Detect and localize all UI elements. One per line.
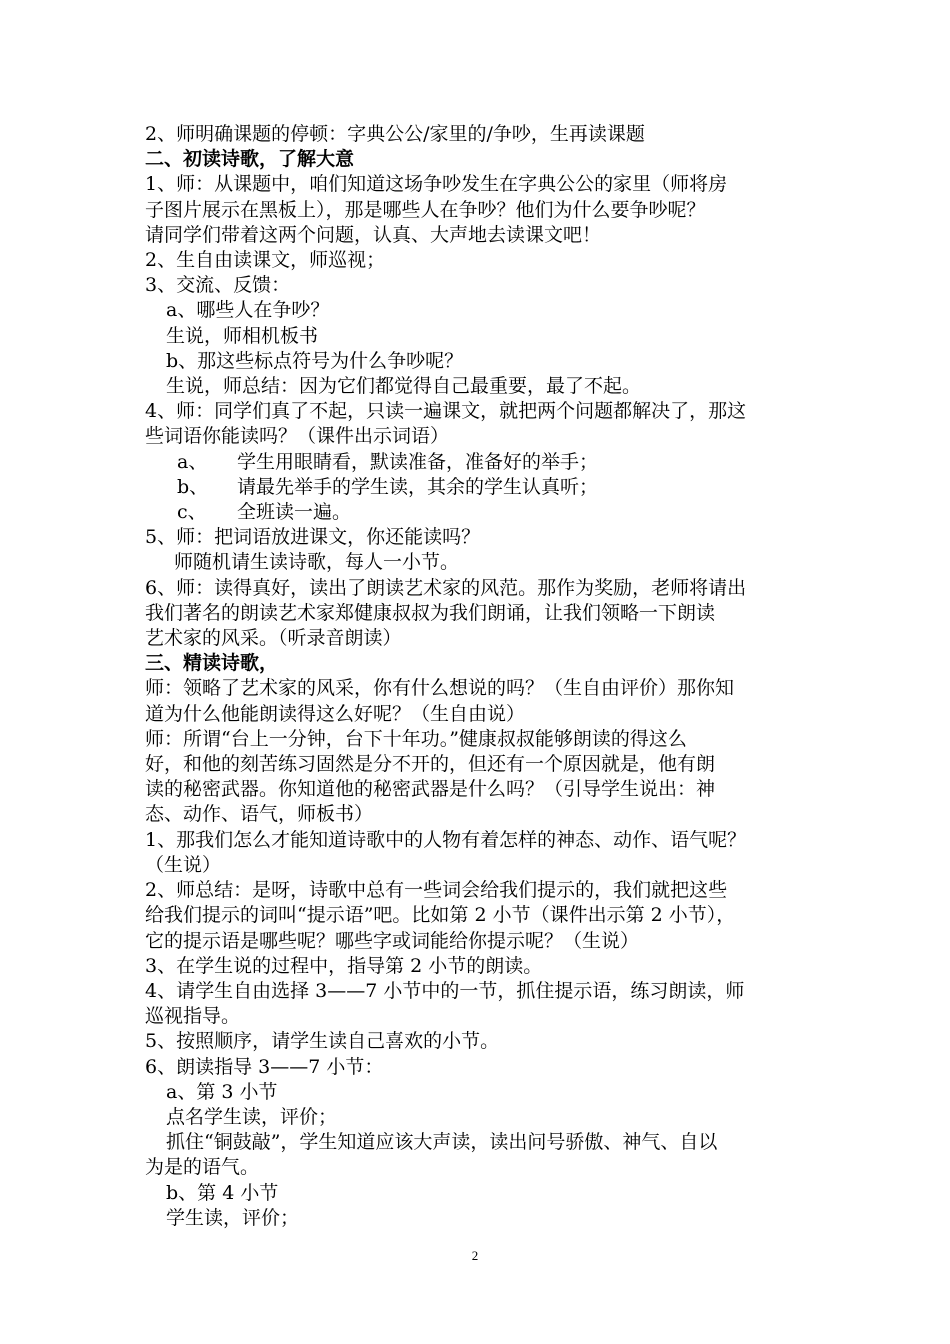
section-heading: 二、初读诗歌，了解大意 [145,148,355,171]
text-line: 给我们提示的词叫“提示语”吧。比如第 2 小节（课件出示第 2 小节）， [145,904,736,927]
text-line: 3、在学生说的过程中，指导第 2 小节的朗读。 [145,954,543,977]
list-item-text: 全班读一遍。 [237,501,352,524]
text-line: 5、按照顺序，请学生读自己喜欢的小节。 [145,1030,500,1053]
text-line: 师随机请生读诗歌，每人一小节。 [174,551,460,574]
list-item [145,475,820,500]
list-marker: b、 [177,475,209,498]
text-line: 6、师：读得真好，读出了朗读艺术家的风范。那作为奖励，老师将请出 [145,576,747,599]
text-line: 点名学生读，评价； [166,1105,338,1128]
list-item-text: 学生用眼睛看，默读准备，准备好的举手； [237,450,599,473]
text-line: 我们著名的朗读艺术家郑健康叔叔为我们朗诵，让我们领略一下朗读 [145,601,716,624]
text-line: （生说） [145,853,222,876]
text-line: 1、师：从课题中，咱们知道这场争吵发生在字典公公的家里（师将房 [145,173,728,196]
text-line: 5、师：把词语放进课文，你还能读吗？ [145,526,481,549]
list-marker: a、 [177,450,208,473]
text-line: 抓住“铜鼓敲”，学生知道应该大声读，读出问号骄傲、神气、自以 [166,1131,718,1154]
text-line: 师：领略了艺术家的风采，你有什么想说的吗？（生自由评价）那你知 [145,677,735,700]
text-line: 2、师总结：是呀，诗歌中总有一些词会给我们提示的，我们就把这些 [145,879,728,902]
text-line: a、哪些人在争吵？ [166,299,330,322]
text-line: 生说，师相机板书 [166,324,319,347]
text-line: b、第 4 小节 [166,1181,279,1204]
text-line: 4、请学生自由选择 3——7 小节中的一节，抓住提示语，练习朗读，师 [145,979,745,1002]
text-line: 些词语你能读吗？（课件出示词语） [145,425,450,448]
text-line: 它的提示语是哪些呢？哪些字或词能给你提示呢？（生说） [145,929,640,952]
text-line: 1、那我们怎么才能知道诗歌中的人物有着怎样的神态、动作、语气呢？ [145,828,747,851]
text-line: 道为什么他能朗读得这么好呢？（生自由说） [145,702,526,725]
list-item [145,500,820,525]
text-line: 为是的语气。 [145,1156,260,1179]
text-line: 读的秘密武器。你知道他的秘密武器是什么吗？（引导学生说出：神 [145,778,716,801]
text-line: 2、生自由读课文，师巡视； [145,249,386,272]
text-line: a、第 3 小节 [166,1080,278,1103]
list-item [145,450,820,475]
list-item-text: 请最先举手的学生读，其余的学生认真听； [237,475,599,498]
text-line: 态、动作、语气，师板书） [145,803,374,826]
text-line: 子图片展示在黑板上），那是哪些人在争吵？他们为什么要争吵呢？ [145,198,706,221]
list-marker: c、 [177,501,207,524]
text-line: 师：所谓“台上一分钟，台下十年功。”健康叔叔能够朗读的得这么 [145,727,687,750]
section-heading: 三、精读诗歌， [145,652,279,675]
text-line: 请同学们带着这两个问题，认真、大声地去读课文吧！ [145,223,602,246]
text-line: 3、交流、反馈： [145,274,291,297]
text-line: 艺术家的风采。（听录音朗读） [145,627,402,650]
text-line: 巡视指导。 [145,1005,241,1028]
text-line: 学生读，评价； [166,1206,300,1229]
text-line: 生说，师总结：因为它们都觉得自己最重要，最了不起。 [166,375,642,398]
text-line: 2、师明确课题的停顿：字典公公/家里的/争吵，生再读课题 [145,123,645,145]
document-body [145,122,820,1231]
page-number: 2 [471,1248,479,1263]
text-line: 4、师：同学们真了不起，只读一遍课文，就把两个问题都解决了，那这 [145,400,747,423]
text-line: 好，和他的刻苦练习固然是分不开的，但还有一个原因就是，他有朗 [145,753,716,776]
text-line: b、那这些标点符号为什么争吵呢？ [166,349,464,372]
text-line: 6、朗读指导 3——7 小节： [145,1055,384,1078]
